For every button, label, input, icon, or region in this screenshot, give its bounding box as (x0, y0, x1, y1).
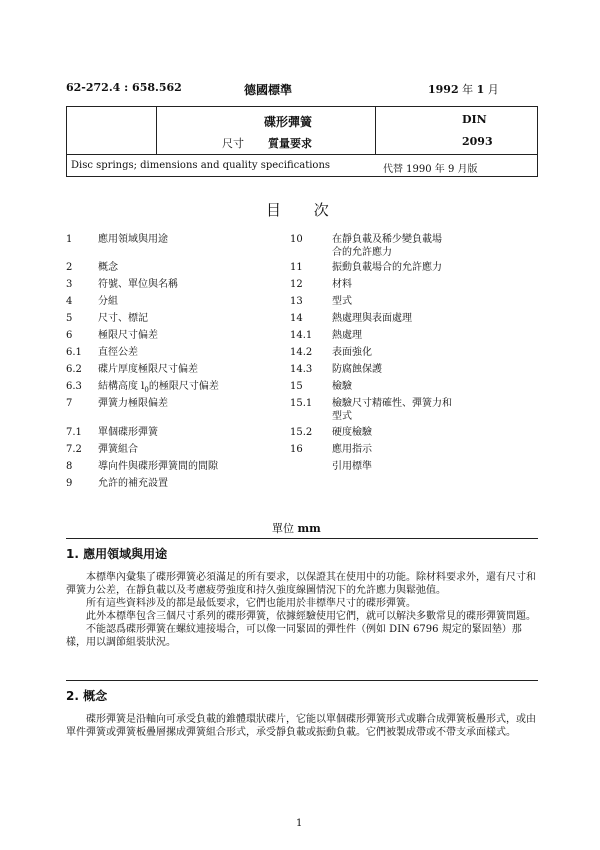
title-box-divider-right (375, 107, 376, 154)
unit-label: 單位 (272, 522, 294, 535)
unit-value: mm (297, 522, 321, 535)
english-title: Disc springs; dimensions and quality specifications (71, 160, 331, 171)
date-month: 1 (476, 83, 485, 96)
divider (66, 538, 538, 539)
section-heading: 1. 應用領域與用途 (66, 547, 168, 561)
replaces-edition: 代替 1990 年 9 月版 (383, 164, 478, 175)
title-box-divider-left (156, 107, 157, 154)
doc-header-title: 德國標準 (244, 83, 293, 97)
section-body (66, 713, 538, 739)
date-month-char: 月 (487, 83, 499, 96)
date-year-char: 年 (462, 83, 474, 96)
toc-title: 目 次 (266, 201, 343, 219)
din-label: DIN (462, 113, 487, 126)
section-heading: 2. 概念 (66, 689, 108, 703)
standard-subtitle-right: 質量要求 (268, 137, 312, 150)
paragraph: 此外本標準包含三個尺寸系列的碟形彈簧，依據經驗使用它們，就可以解決多數常見的碟形彈簧問題。 (86, 611, 536, 622)
standard-subtitle-left: 尺寸 (222, 137, 244, 150)
date-year: 1992 (428, 83, 459, 96)
paragraph: 所有這些資料涉及的都是最低要求，它們也能用於非標準尺寸的碟形彈簧。 (86, 598, 416, 609)
page-number: 1 (296, 818, 303, 829)
doc-code: 62-272.4 : 658.562 (66, 81, 182, 94)
title-box (66, 106, 538, 155)
din-number: 2093 (462, 135, 493, 148)
section-body (66, 571, 538, 649)
english-title-row (66, 155, 538, 177)
divider (66, 680, 538, 681)
paragraph: 不能認爲碟形彈簧在螺紋連接場合，可以像一同緊固的彈性件（例如 DIN 6796 規定的緊固墊）那樣，用以調節組裝狀況。 (66, 624, 522, 648)
standard-title: 碟形彈簧 (264, 115, 313, 129)
paragraph: 碟形彈簧是沿軸向可承受負載的錐體環狀碟片，它能以單個碟形彈簧形式或聯合成彈簧板疊形式，或由單件彈簧或彈簧板疊層摞成彈簧組合形式，承受靜負載或振動負載。它們被製成帶或不帶支承面樣式。 (66, 714, 536, 738)
paragraph: 本標準內彙集了碟形彈簧必須滿足的所有要求，以保證其在使用中的功能。除材料要求外，還有尺寸和彈簧力公差，在靜負載以及考慮疲勞強度和持久強度線圖情況下的允許應力與鬆弛值。 (66, 572, 536, 596)
unit-line (272, 520, 321, 536)
doc-date (428, 81, 499, 97)
